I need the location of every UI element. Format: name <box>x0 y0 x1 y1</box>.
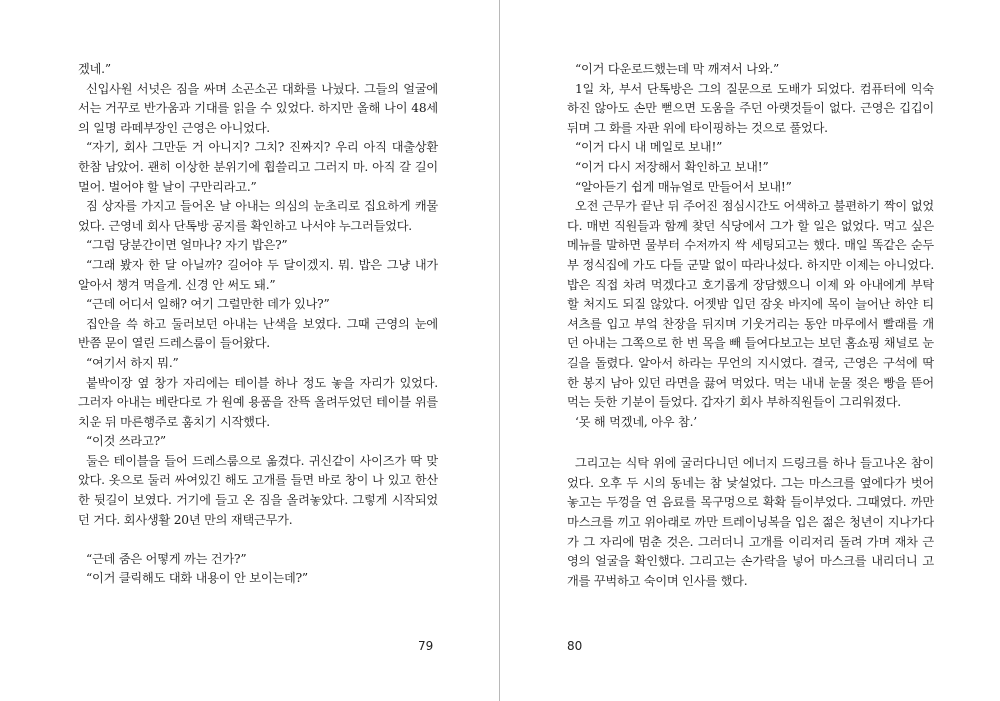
page-number: 80 <box>567 639 583 653</box>
paragraph: “자기, 회사 그만둔 거 아니지? 그치? 진짜지? 우리 아직 대출상환 한참 남았어. 괜히 이상한 분위기에 휩쓸리고 그러지 마. 아직 갈 길이 멀어. 벌어야 할 날이 구만리라고.” <box>78 140 438 194</box>
paragraph: 신입사원 서넛은 짐을 싸며 소곤소곤 대화를 나눴다. 그들의 얼굴에서는 거꾸로 반가움과 기대를 읽을 수 있었다. 하지만 올해 나이 48세의 일명 라떼부장인 근영은 아니었다. <box>78 81 438 135</box>
paragraph: “근데 줌은 어떻게 까는 건가?” <box>86 551 247 566</box>
paragraph: “이것 쓰라고?” <box>86 434 166 449</box>
paragraph: “알아듣기 쉽게 매뉴얼로 만들어서 보내!” <box>575 179 792 194</box>
paragraph: “근데 어디서 일해? 여기 그럴만한 데가 있나?” <box>86 297 330 312</box>
paragraph: 1일 차, 부서 단톡방은 그의 질문으로 도배가 되었다. 컴퓨터에 익숙하진 않아도 손만 뻗으면 도움을 주던 아랫것들이 없다. 근영은 깁깁이 뒤며 그 화를 자판 위에 타이핑하는 것으로 풀었다. <box>567 81 934 135</box>
right-page <box>500 0 1000 701</box>
paragraph: “그래 봤자 한 달 아닐까? 길어야 두 달이겠지. 뭐. 밥은 그냥 내가 알아서 챙겨 먹을게. 신경 안 써도 돼.” <box>78 257 438 292</box>
paragraph: 집안을 쓱 하고 둘러보던 아내는 난색을 보였다. 그때 근영의 눈에 반쯤 문이 열린 드레스룸이 들어왔다. <box>78 316 438 351</box>
left-page-body <box>78 60 438 589</box>
paragraph: 둘은 테이블을 들어 드레스룸으로 옮겼다. 귀신같이 사이즈가 딱 맞았다. 옷으로 둘러 싸여있긴 해도 고개를 들면 바로 창이 나 있고 한산한 뒷길이 보였다. 거기에 들고 온 짐을 올려놓았다. 그렇게 시작되었던 거다. 회사생활 20년 만의 재택근무가. <box>78 453 438 527</box>
paragraph: 겠네.” <box>78 62 111 76</box>
paragraph: 오전 근무가 끝난 뒤 주어진 점심시간도 어색하고 불편하기 짝이 없었다. 매번 직원들과 함께 찾던 식당에서 그가 할 일은 없었다. 먹고 싶은 메뉴를 말하면 물부터 수저까지 싹 세팅되고는 했다. 매일 똑같은 순두부 정식집에 가도 다들 군말 없이 따라나섰다. 하지만 이제는 아니었다. 밥은 직접 차려 먹겠다고 호기롭게 장담했으니 이제 와 아내에게 부탁할 처지도 되질 않았다. 어젯밤 입던 잠옷 바지에 목이 늘어난 하얀 티셔츠를 입고 부엌 찬장을 뒤지며 기웃거리는 동안 마루에서 빨래를 개던 아내는 그쪽으로 한 번 목을 빼 들여다보고는 보던 홈쇼핑 채널로 눈길을 돌렸다. 알아서 하라는 무언의 지시였다. 결국, 근영은 구석에 딱 한 봉지 남아 있던 라면을 끓여 먹었다. 먹는 내내 눈물 젖은 빵을 뜯어 먹는 듯한 기분이 들었다. 갑자기 회사 부하직원들이 그리워졌다. <box>567 199 934 410</box>
paragraph: 붙박이장 옆 창가 자리에는 테이블 하나 정도 놓을 자리가 있었다. 그러자 아내는 베란다로 가 원예 용품을 잔뜩 올려두었던 테이블 위를 치운 뒤 마른행주로 훔치기 시작했다. <box>78 375 438 429</box>
page-number: 79 <box>418 639 434 653</box>
left-page <box>0 0 499 701</box>
paragraph: 그리고는 식탁 위에 굴러다니던 에너지 드링크를 하나 들고나온 참이었다. 오후 두 시의 동네는 참 낯설었다. 그는 마스크를 옆에다가 벗어놓고는 두껑을 연 음료를 목구멍으로 확확 들이부었다. 그때였다. 까만 마스크를 끼고 위아래로 까만 트레이닝복을 입은 젊은 청년이 지나가다가 그 자리에 멈춘 것은. 그러더니 고개를 이리저리 돌려 가며 재차 근영의 얼굴을 확인했다. 그리고는 손가락을 넣어 마스크를 내리더니 고개를 꾸벅하고 숙이며 인사를 했다. <box>567 456 934 588</box>
paragraph: “이거 다시 내 메일로 보내!” <box>575 140 723 155</box>
paragraph: 짐 상자를 가지고 들어온 날 아내는 의심의 눈초리로 집요하게 캐물었다. 근영네 회사 단톡방 공지를 확인하고 나서야 누그러들었다. <box>78 199 438 233</box>
paragraph: ‘못 해 먹겠네, 아우 참.’ <box>575 414 697 429</box>
paragraph: “그럼 당분간이면 얼마나? 자기 밥은?” <box>86 238 288 253</box>
right-page-body <box>567 60 934 591</box>
paragraph: “여기서 하지 뭐.” <box>86 355 179 370</box>
paragraph: “이거 다시 저장해서 확인하고 보내!” <box>575 159 769 174</box>
paragraph: “이거 클릭해도 대화 내용이 안 보이는데?” <box>86 571 308 586</box>
paragraph: “이거 다운로드했는데 막 깨져서 나와.” <box>575 62 780 76</box>
